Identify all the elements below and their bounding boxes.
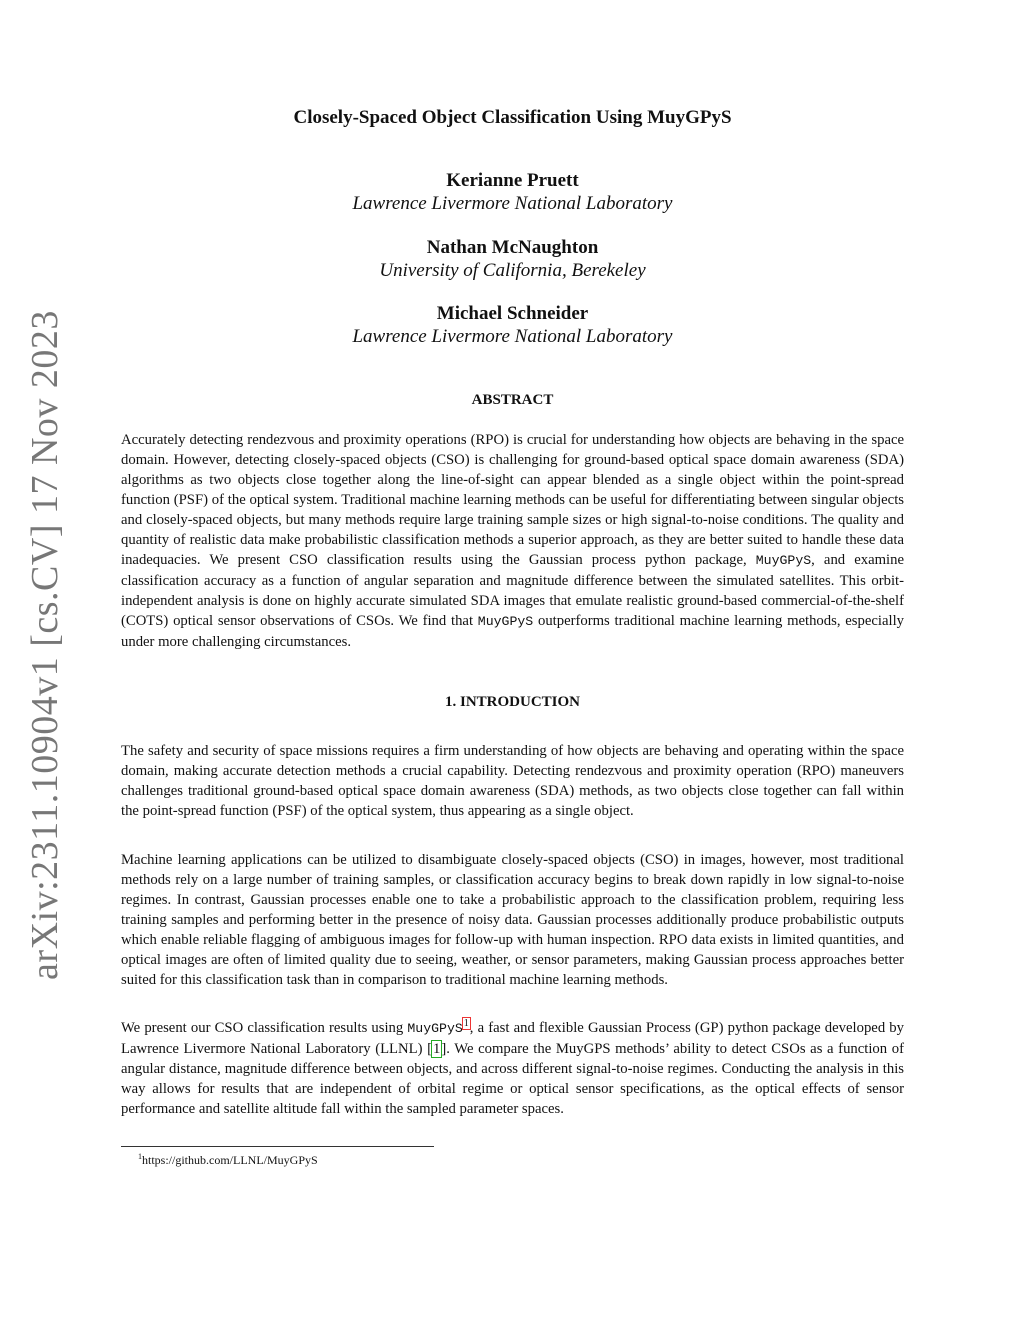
author-name: Kerianne Pruett bbox=[446, 170, 579, 191]
intro-p3-mid: , a fast and flexible Gaussian Process (GP) python package developed by Lawrence Livermore National Laboratory (LLNL) [ bbox=[121, 1020, 904, 1057]
footnote-url[interactable]: https://github.com/LLNL/MuyGPyS bbox=[142, 1153, 318, 1167]
code-package-name: MuyGPyS bbox=[407, 1021, 463, 1036]
author-block-2 bbox=[121, 236, 904, 282]
code-package-name: MuyGPyS bbox=[477, 614, 534, 629]
footnote bbox=[138, 1152, 318, 1168]
abstract-text bbox=[121, 430, 904, 652]
intro-paragraph-2: Machine learning applications can be utilized to disambiguate closely-spaced objects (CSO) in images, however, most traditional methods rely on a large number of training samples, or classification accuracy begins to break down rapidly in low signal-to-noise regimes. In contrast, Gaussian processes enable one to take a probabilistic approach to the classification problem, requiring less training samples and performing better in the presence of noisy data. Gaussian processes additionally produce probabilistic outputs which enable reliable flagging of ambiguous images for follow-up with human inspection. RPO data exists in limited quantities, and optical images are often of limited quality due to seeing, weather, or sensor parameters, making Gaussian process approaches better suited for this classification task than in comparison to traditional machine learning methods. bbox=[121, 852, 904, 988]
paper-title: Closely-Spaced Object Classification Using MuyGPyS bbox=[293, 107, 732, 128]
intro-paragraph-3 bbox=[121, 1018, 904, 1119]
footnote-link[interactable]: 1 bbox=[463, 1018, 469, 1030]
intro-p3-post: ]. We compare the MuyGPS methods’ ability to detect CSOs as a function of angular distance, magnitude difference between objects, and across different signal-to-noise regimes. Conducting the analysis in this way allows for results that are independent of orbital regime or optical sensor specifications, as the optical effects of sensor performance and satellite altitude fall within the sampled parameter spaces. bbox=[121, 1041, 904, 1117]
intro-p3-pre: We present our CSO classification results using bbox=[121, 1020, 408, 1036]
author-affiliation: Lawrence Livermore National Laboratory bbox=[352, 326, 673, 347]
section-heading-introduction: 1. INTRODUCTION bbox=[444, 694, 580, 710]
abstract-heading: ABSTRACT bbox=[471, 392, 554, 408]
author-block-3 bbox=[121, 302, 904, 348]
footnote-divider bbox=[121, 1146, 434, 1147]
footnote-mark: 1 bbox=[138, 1152, 142, 1161]
author-name: Michael Schneider bbox=[436, 303, 589, 324]
citation-link[interactable]: 1 bbox=[433, 1041, 441, 1057]
author-affiliation: University of California, Berekeley bbox=[379, 260, 646, 281]
author-affiliation: Lawrence Livermore National Laboratory bbox=[352, 193, 673, 214]
intro-paragraph-1: The safety and security of space missions requires a firm understanding of how objects are behaving and operating within the space domain, making accurate detection methods a crucial capability. Detecting rendezvous and proximity operation (RPO) maneuvers challenges traditional ground-based optical space domain awareness (SDA) methods, as two objects close together can fall within the point-spread function (PSF) of the optical system, thus appearing as a single object. bbox=[121, 743, 904, 819]
author-name: Nathan McNaughton bbox=[426, 237, 599, 258]
code-package-name: MuyGPyS bbox=[755, 553, 812, 568]
abstract-part-3: outperforms traditional machine learning methods, especially under more challenging circumstances. bbox=[121, 613, 904, 650]
arxiv-id-text: arXiv:2311.10904v1 [cs.CV] 17 Nov 2023 bbox=[24, 310, 66, 980]
author-block-1 bbox=[121, 169, 904, 215]
arxiv-identifier bbox=[0, 310, 90, 980]
abstract-part-1: Accurately detecting rendezvous and proximity operations (RPO) is crucial for understanding how objects are behaving in the space domain. However, detecting closely-spaced objects (CSO) is challenging for ground-based optical space domain awareness (SDA) algorithms as two objects close together along the line-of-sight can appear blended as a single object within the point-spread function (PSF) of the optical system. Traditional machine learning methods can be useful for differentiating between singular objects and closely-spaced objects, but many methods require large training sample sizes or high signal-to-noise conditions. The quality and quantity of realistic data make probabilistic classification methods a superior approach, as they are better suited to handle these data inadequacies. We present CSO classification results using the Gaussian process python package, bbox=[121, 432, 904, 568]
abstract-part-2: , and examine classification accuracy as a function of angular separation and magnitude difference between the simulated satellites. This orbit-independent analysis is done on highly accurate simulated SDA images that emulate realistic ground-based commercial-of-the-shelf (COTS) optical sensor observations of CSOs. We find that bbox=[121, 552, 904, 629]
